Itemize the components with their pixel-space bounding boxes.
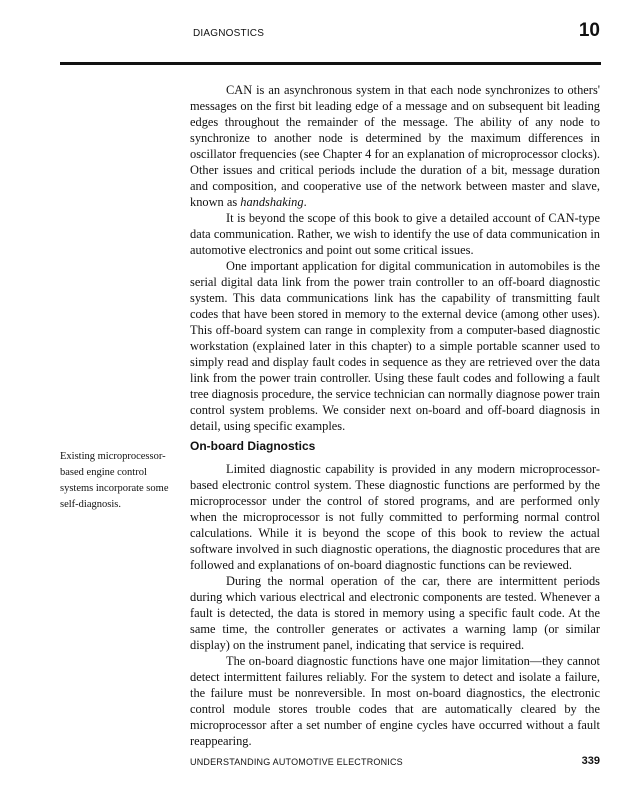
paragraph-text-end: . (303, 195, 307, 209)
paragraph-limitation: The on-board diagnostic functions have one major limitation—they cannot detect intermittent failures reliably. For the system to detect and isolate a failure, the failure must be nonreversible. In most on-board diagnostics, the electronic control module stores trouble codes that are automatically cleared by the microprocessor after a set number of engine cycles have occurred without a fault reappearing. (190, 654, 600, 748)
section-heading: On-board Diagnostics (190, 439, 316, 453)
paragraph-scope: It is beyond the scope of this book to give a detailed account of CAN-type data communication. Rather, we wish to identify the use of data communication in automotive electronics and point out some critical issues. (190, 211, 600, 257)
header-rule (60, 62, 601, 65)
paragraph-can-sync (190, 82, 600, 210)
paragraph-data-link: One important application for digital communication in automobiles is the serial digital data link from the power train controller to an off-board diagnostic system. This data communications link has the capability of transmitting fault codes that have been stored in memory to the external device (among other uses). This off-board system can range in complexity from a computer-based diagnostic workstation (explained later in this chapter) to a simple portable scanner used to simply read and display fault codes in sequence as they are retrieved over the data link from the power train controller. Using these fault codes and following a fault tree diagnosis procedure, the service technician can normally diagnose power train control system problems. We consider next on-board and off-board diagnosis in detail, using specific examples. (190, 259, 600, 433)
paragraph-normal-operation: During the normal operation of the car, there are intermittent periods during which various electrical and electronic components are tested. Whenever a fault is detected, the data is stored in memory using a specific fault code. At the same time, the controller generates or activates a warning lamp (or similar display) on the instrument panel, indicating that service is required. (190, 574, 600, 652)
emphasis-handshaking: handshaking (240, 195, 304, 209)
chapter-number: 10 (578, 20, 600, 41)
paragraph-limited-diagnostics: Limited diagnostic capability is provided in any modern microprocessor-based electronic control system. These diagnostic functions are performed by the microprocessor under the control of stored programs, and are performed only when the microprocessor is not fully committed to performing normal control calculations. While it is beyond the scope of this book to review the actual software involved in such diagnostic operations, the diagnostic procedures that are followed and explanations of on-board diagnostic functions can be reviewed. (190, 462, 600, 572)
running-header-title: DIAGNOSTICS (193, 28, 265, 39)
body-text-column (190, 82, 600, 749)
paragraph-text: CAN is an asynchronous system in that each node synchronizes to others' messages on the first bit leading edge of a message and on subsequent bit leading edges throughout the remainder of the message. The ability of any node to synchronize to another node is determined by the maximum differences in oscillator frequencies (see Chapter 4 for an explanation of microprocessor clocks). Other issues and critical periods include the duration of a bit, message duration and composition, and cooperative use of the network between master and slave, known as (190, 83, 600, 209)
page-number: 339 (581, 755, 600, 767)
margin-note: Existing microprocessor-based engine control systems incorporate some self-diagnosis. (60, 451, 169, 510)
footer-book-title: UNDERSTANDING AUTOMOTIVE ELECTRONICS (190, 757, 403, 767)
